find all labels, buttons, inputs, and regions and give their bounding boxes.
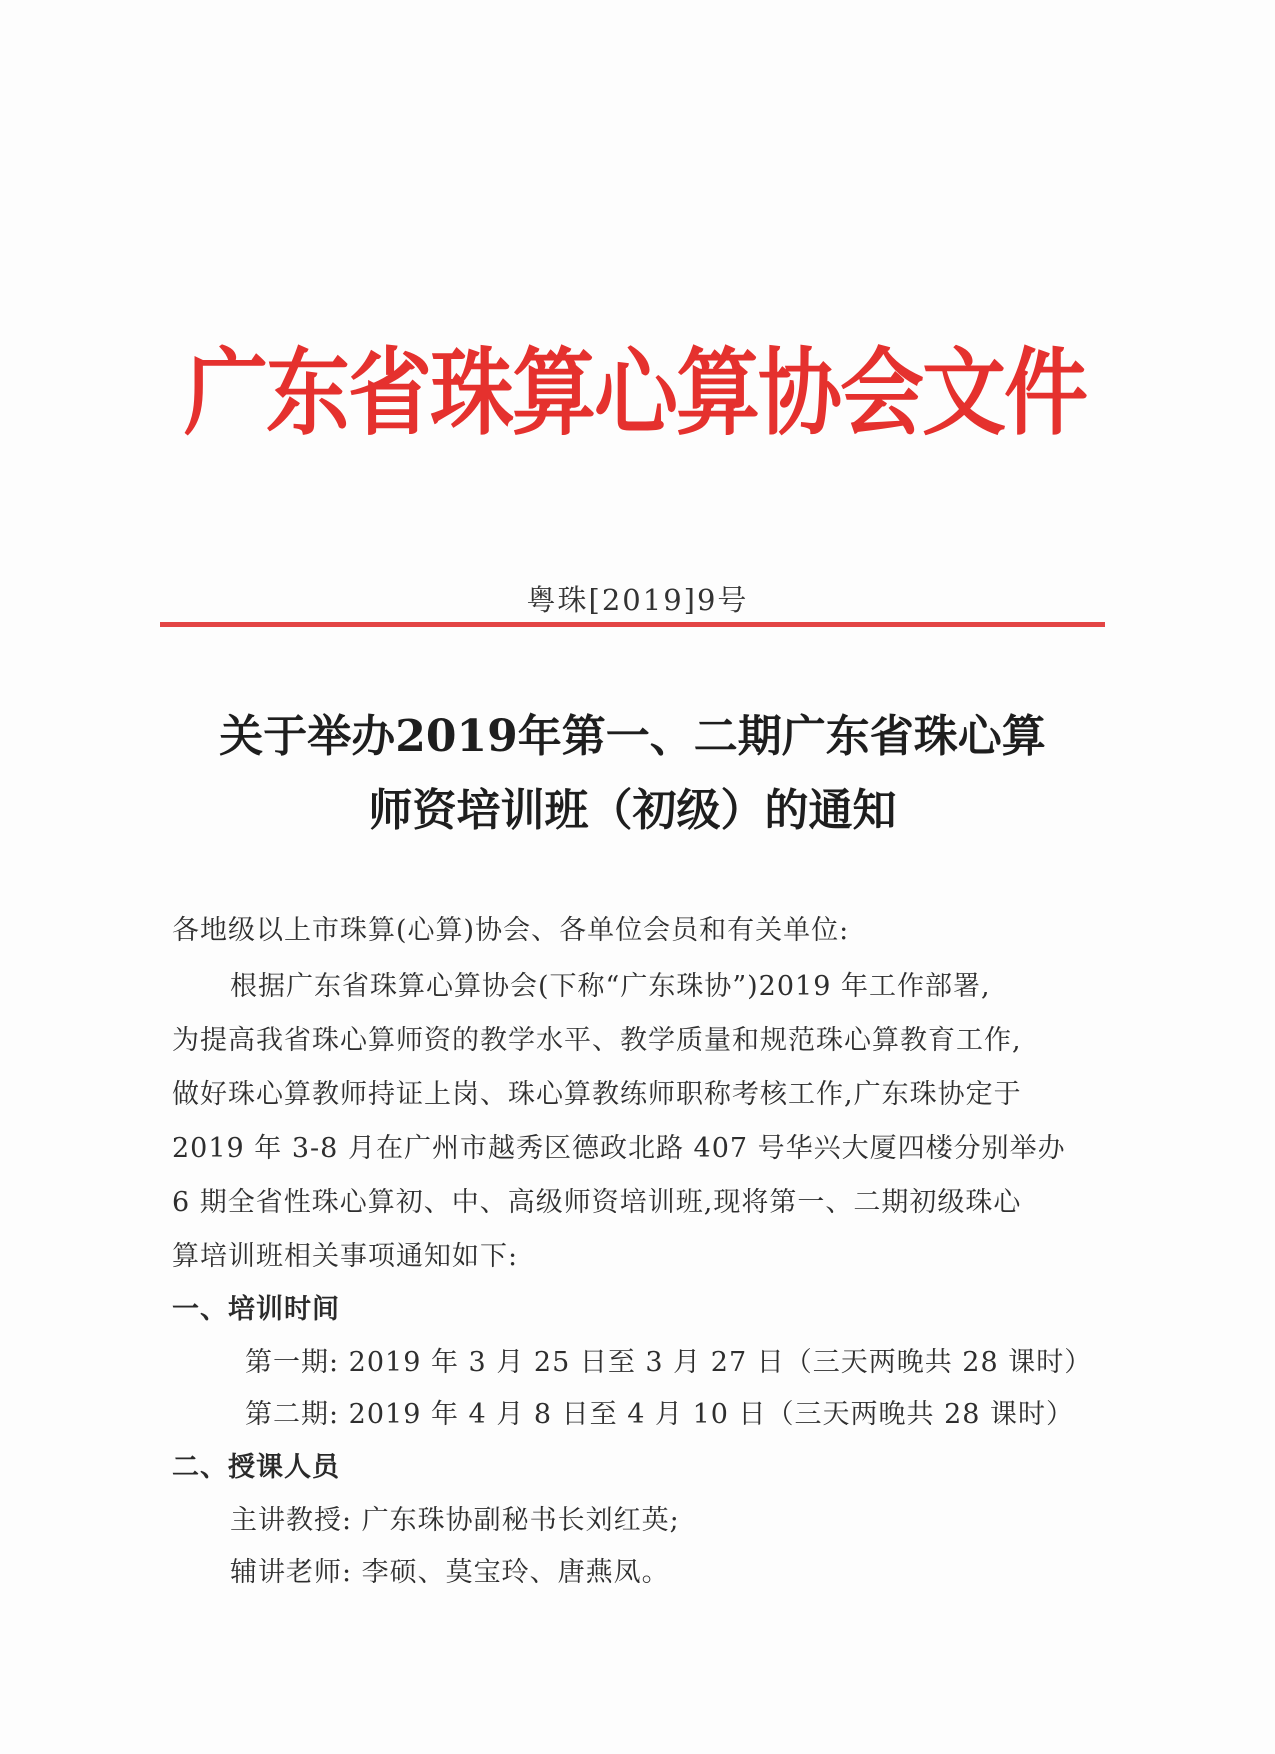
- section-heading-training-time: 一、培训时间: [172, 1294, 340, 1325]
- section-heading-instructors: 二、授课人员: [172, 1452, 340, 1483]
- salutation: 各地级以上市珠算(心算)协会、各单位会员和有关单位:: [172, 915, 850, 946]
- paragraph-line: 算培训班相关事项通知如下:: [172, 1241, 519, 1272]
- red-divider-line: [160, 622, 1105, 627]
- paragraph-line: 6 期全省性珠心算初、中、高级师资培训班,现将第一、二期初级珠心: [172, 1187, 1022, 1218]
- training-period-1: 第一期: 2019 年 3 月 25 日至 3 月 27 日（三天两晚共 28 课时）: [245, 1347, 1093, 1378]
- assistant-instructors: 辅讲老师: 李硕、莫宝玲、唐燕凤。: [230, 1557, 670, 1588]
- document-masthead: 广东省珠算心算协会文件: [183, 338, 1086, 448]
- paragraph-line: 根据广东省珠算心算协会(下称“广东珠协”)2019 年工作部署,: [230, 971, 991, 1002]
- lead-instructor: 主讲教授: 广东珠协副秘书长刘红英;: [230, 1505, 680, 1536]
- paragraph-line: 为提高我省珠心算师资的教学水平、教学质量和规范珠心算教育工作,: [172, 1025, 1022, 1056]
- training-period-2: 第二期: 2019 年 4 月 8 日至 4 月 10 日（三天两晚共 28 课时）: [245, 1399, 1075, 1430]
- paragraph-line: 做好珠心算教师持证上岗、珠心算教练师职称考核工作,广东珠协定于: [172, 1079, 1022, 1110]
- paragraph-line: 2019 年 3-8 月在广州市越秀区德政北路 407 号华兴大厦四楼分别举办: [172, 1133, 1066, 1164]
- document-number: 粤珠[2019]9号: [526, 583, 749, 617]
- notice-title-line-1: 关于举办2019年第一、二期广东省珠心算: [219, 711, 1046, 762]
- notice-title-line-2: 师资培训班（初级）的通知: [368, 785, 897, 836]
